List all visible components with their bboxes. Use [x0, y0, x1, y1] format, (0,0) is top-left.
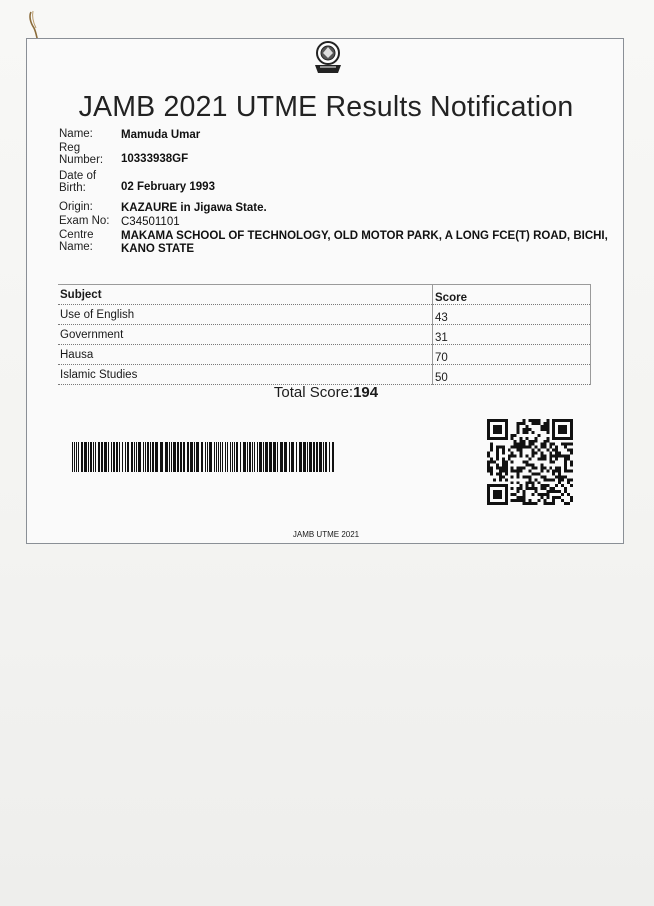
table-row [58, 325, 591, 345]
jamb-crest-icon [311, 39, 345, 77]
dob-value: 02 February 1993 [121, 181, 215, 193]
reg-label-line2: Number: [59, 153, 104, 166]
centre-value [121, 230, 608, 256]
subject-cell: Government [58, 325, 433, 345]
table-row [58, 345, 591, 365]
dob-label-line1: Date of [59, 170, 97, 182]
subject-cell: Islamic Studies [58, 365, 433, 385]
centre-label-line2: Name: [59, 240, 93, 253]
score-cell: 31 [433, 325, 591, 345]
origin-value: KAZAURE in Jigawa State. [121, 202, 267, 214]
subject-header: Subject [58, 285, 433, 305]
centre-value-line1: MAKAMA SCHOOL OF TECHNOLOGY, OLD MOTOR PARK, A LONG FCE(T) ROAD, BICHI, [121, 230, 608, 242]
reg-value: 10333938GF [121, 153, 189, 165]
page-title: JAMB 2021 UTME Results Notification [78, 91, 574, 123]
centre-label-line1: Centre [59, 229, 94, 241]
exam-value: C34501101 [121, 216, 180, 228]
total-score-label: Total Score: [273, 384, 354, 401]
score-cell: 43 [433, 305, 591, 325]
table-row [58, 305, 591, 325]
exam-label: Exam No: [59, 215, 110, 227]
name-label: Name: [59, 128, 93, 140]
barcode-icon [72, 442, 334, 472]
scores-table [58, 284, 591, 385]
subject-cell: Use of English [58, 305, 433, 325]
centre-label [59, 230, 121, 253]
origin-label: Origin: [59, 201, 93, 213]
table-row [58, 365, 591, 385]
total-score [27, 384, 625, 401]
centre-value-line2: KANO STATE [121, 243, 195, 255]
qr-code-icon [487, 419, 573, 505]
score-header: Score [433, 285, 591, 305]
score-cell: 50 [433, 365, 591, 385]
dob-label [59, 171, 121, 194]
reg-label [59, 143, 121, 166]
reg-label-line1: Reg [59, 142, 81, 154]
result-slip [26, 38, 624, 544]
subject-cell: Hausa [58, 345, 433, 365]
dob-label-line2: Birth: [59, 181, 86, 194]
table-header-row [58, 285, 591, 305]
footer-text: JAMB UTME 2021 [292, 530, 360, 539]
total-score-value: 194 [353, 384, 379, 401]
score-cell: 70 [433, 345, 591, 365]
name-value: Mamuda Umar [121, 129, 201, 141]
